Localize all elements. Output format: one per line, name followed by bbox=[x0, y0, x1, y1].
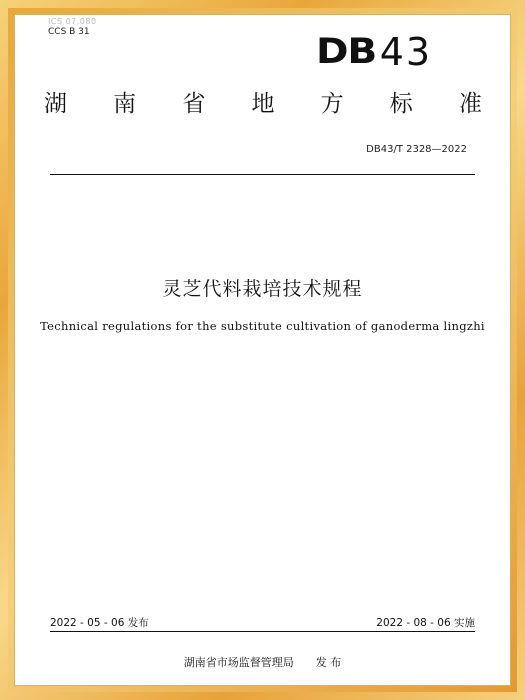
standard-type-char: 省 bbox=[182, 91, 206, 117]
standard-type-char: 南 bbox=[113, 91, 137, 117]
implementation-date: 2022 - 08 - 06 实施 bbox=[376, 617, 475, 629]
publisher-action: 发 布 bbox=[315, 656, 342, 669]
document-page bbox=[14, 14, 511, 686]
standard-type-char: 湖 bbox=[44, 91, 67, 117]
standard-type-heading bbox=[44, 85, 482, 118]
document-title-en: Technical regulations for the substitute cultivation of ganoderma lingzhi bbox=[40, 319, 485, 333]
publisher-name: 湖南省市场监督管理局 bbox=[183, 656, 294, 669]
standard-type-char: 地 bbox=[251, 91, 275, 117]
logo-db-text: DB bbox=[316, 32, 377, 72]
issue-date: 2022 - 05 - 06 发布 bbox=[50, 617, 149, 629]
top-divider bbox=[50, 174, 475, 175]
ccs-code: CCS B 31 bbox=[48, 27, 90, 37]
standard-type-char: 准 bbox=[458, 91, 482, 117]
standard-type-char: 标 bbox=[389, 91, 413, 117]
publisher-line bbox=[14, 654, 511, 670]
document-title-cn: 灵芝代料栽培技术规程 bbox=[162, 278, 363, 300]
ics-code: ICS 07.080 bbox=[48, 17, 97, 26]
standard-type-char: 方 bbox=[320, 91, 344, 117]
standard-code: DB43/T 2328—2022 bbox=[366, 144, 467, 155]
db-logo bbox=[316, 32, 432, 72]
logo-province-number: 43 bbox=[379, 30, 433, 74]
bottom-divider bbox=[50, 631, 475, 632]
